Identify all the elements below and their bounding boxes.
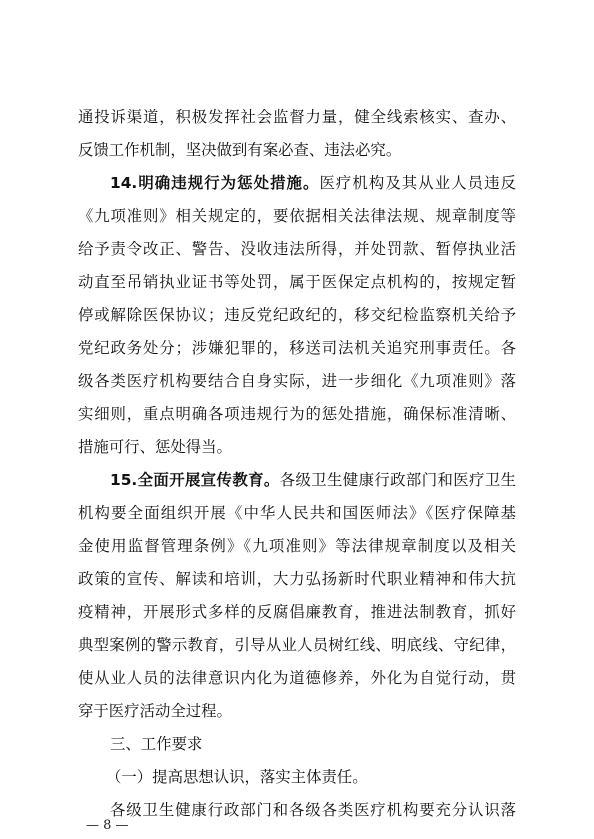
text-line: 通投诉渠道，积极发挥社会监督力量，健全线索核实、查办、 — [78, 108, 516, 126]
text-line: 级各类医疗机构要结合自身实际，进一步细化《九项准则》落 — [78, 372, 516, 390]
text-line: 金使用监督管理条例》《九项准则》等法律规章制度以及相关 — [78, 537, 516, 555]
text-line: 政策的宣传、解读和培训，大力弘扬新时代职业精神和伟大抗 — [78, 570, 516, 588]
text-line: 停或解除医保协议；违反党纪政纪的，移交纪检监察机关给予 — [78, 306, 516, 324]
text-line: 措施可行、惩处得当。 — [78, 438, 232, 456]
item-14-first-line: 14.明确违规行为惩处措施。医疗机构及其从业人员违反 — [110, 174, 516, 192]
text-line: 党纪政务处分；涉嫌犯罪的，移送司法机关追究刑事责任。各 — [78, 339, 516, 357]
text-line: 机构要全面组织开展《中华人民共和国医师法》《医疗保障基 — [78, 504, 516, 522]
item-14-heading: 14.明确违规行为惩处措施。 — [110, 174, 320, 192]
text-line: 各级卫生健康行政部门和各级各类医疗机构要充分认识落 — [110, 801, 516, 819]
section-heading: 三、工作要求 — [110, 735, 203, 753]
text-line: 典型案例的警示教育，引导从业人员树红线、明底线、守纪律， — [78, 636, 516, 654]
text-line: 反馈工作机制，坚决做到有案必查、违法必究。 — [78, 141, 402, 159]
text-line: 实细则，重点明确各项违规行为的惩处措施，确保标准清晰、 — [78, 405, 516, 423]
item-15-heading: 15.全面开展宣传教育。 — [110, 471, 280, 489]
text-line: 动直至吊销执业证书等处罚，属于医保定点机构的，按规定暂 — [78, 273, 516, 291]
text-line: 疫精神，开展形式多样的反腐倡廉教育，推进法制教育，抓好 — [78, 603, 516, 621]
text-line: 《九项准则》相关规定的，要依据相关法律法规、规章制度等 — [78, 207, 516, 225]
page-number: — 8 — — [86, 818, 129, 833]
item-15-first-line: 15.全面开展宣传教育。各级卫生健康行政部门和医疗卫生 — [110, 471, 516, 489]
text-line: 穿于医疗活动全过程。 — [78, 702, 232, 720]
text-line: 使从业人员的法律意识内化为道德修养，外化为自觉行动，贯 — [78, 669, 516, 687]
text-line: 给予责令改正、警告、没收违法所得，并处罚款、暂停执业活 — [78, 240, 516, 258]
subsection-heading: （一）提高思想认识，落实主体责任。 — [106, 768, 368, 786]
